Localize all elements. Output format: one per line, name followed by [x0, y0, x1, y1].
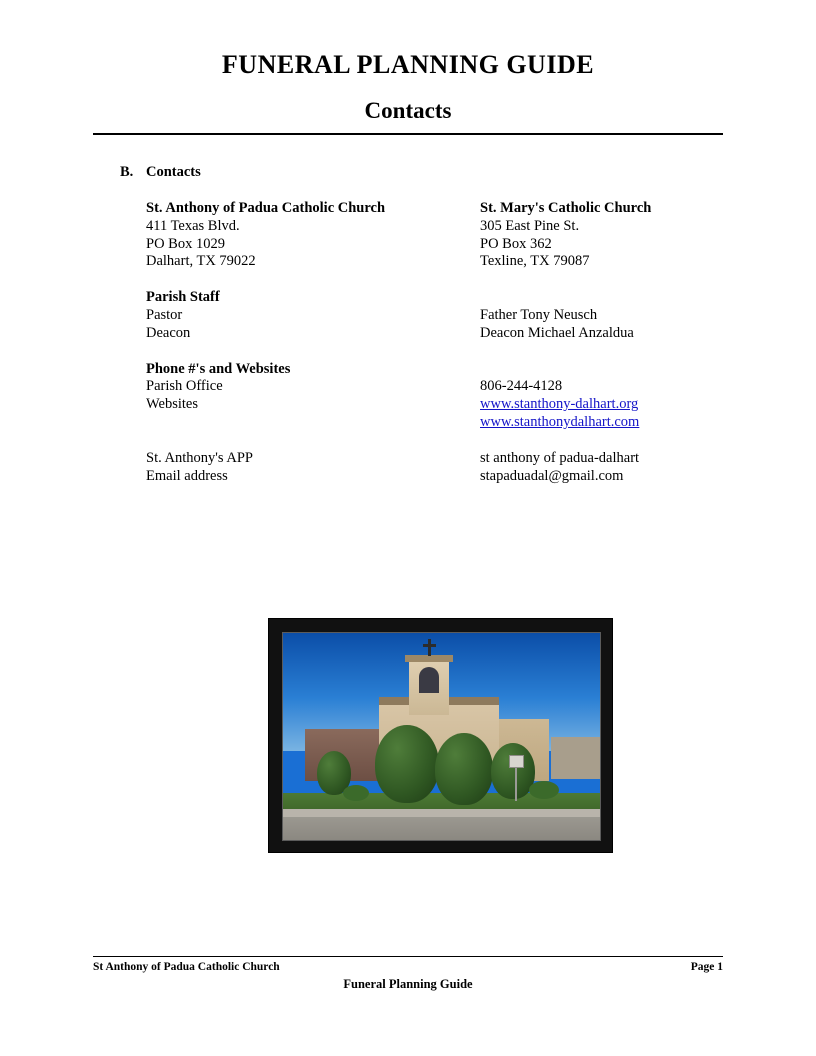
- phones-websites-heading: Phone #'s and Websites: [146, 360, 291, 377]
- photo-bell-tower-cap: [405, 655, 453, 662]
- phones-label-websites: Websites: [146, 396, 198, 413]
- footer-page-number: Page 1: [690, 961, 723, 973]
- church-photo-frame: [268, 618, 613, 853]
- cross-icon-bar: [423, 644, 436, 647]
- church-names-row: [146, 200, 706, 218]
- photo-street-sign: [509, 755, 524, 768]
- phones-label-parish-office: Parish Office: [146, 378, 223, 395]
- spacer-1: [146, 271, 706, 289]
- photo-tree-1: [375, 725, 439, 803]
- footer-center-text: Funeral Planning Guide: [343, 977, 473, 991]
- church-left-address-1: 411 Texas Blvd.: [146, 217, 240, 234]
- photo-bell-arch: [419, 667, 439, 693]
- email-label: Email address: [146, 467, 228, 484]
- parish-staff-person-deacon: Deacon Michael Anzaldua: [480, 324, 634, 341]
- cross-icon: [428, 639, 431, 656]
- church-left-address-3: Dalhart, TX 79022: [146, 253, 256, 270]
- church-address-row-1: [146, 218, 706, 236]
- photo-road: [283, 817, 600, 840]
- church-left-address-2: PO Box 1029: [146, 235, 225, 252]
- photo-bush-1: [343, 785, 369, 801]
- parish-staff-heading: Parish Staff: [146, 289, 220, 306]
- website-link-2[interactable]: www.stanthonydalhart.com: [480, 413, 640, 430]
- church-right-name: St. Mary's Catholic Church: [480, 200, 652, 216]
- phones-row-website-1: [146, 396, 706, 414]
- section-letter: B.: [120, 164, 134, 180]
- page-title: FUNERAL PLANNING GUIDE: [221, 50, 595, 79]
- spacer-2: [146, 343, 706, 361]
- photo-background-building: [551, 737, 601, 779]
- page-subtitle: Contacts: [364, 98, 452, 123]
- header-divider: [93, 133, 723, 135]
- parish-staff-person-pastor: Father Tony Neusch: [480, 306, 598, 323]
- parish-staff-role-pastor: Pastor: [146, 306, 183, 323]
- church-address-row-2: [146, 236, 706, 254]
- phones-row-app: [146, 450, 706, 468]
- church-left-name: St. Anthony of Padua Catholic Church: [146, 200, 386, 216]
- parish-staff-heading-row: [146, 289, 706, 307]
- church-right-address-1: 305 East Pine St.: [480, 217, 580, 234]
- church-photo: [282, 632, 601, 841]
- parish-staff-role-deacon: Deacon: [146, 324, 191, 341]
- contacts-content: [146, 200, 706, 485]
- phones-row-website-2: [146, 414, 706, 432]
- church-right-address-2: PO Box 362: [480, 235, 552, 252]
- phones-row-parish-office: [146, 378, 706, 396]
- email-value: stapaduadal@gmail.com: [480, 467, 624, 484]
- phones-value-parish-office: 806-244-4128: [480, 378, 563, 395]
- app-value: st anthony of padua-dalhart: [480, 449, 640, 466]
- parish-staff-row-deacon: [146, 325, 706, 343]
- phones-row-email: [146, 468, 706, 486]
- footer-divider: [93, 956, 723, 957]
- section-heading: [120, 164, 201, 181]
- photo-tree-2: [435, 733, 493, 805]
- phones-websites-heading-row: [146, 361, 706, 379]
- church-address-row-3: [146, 253, 706, 271]
- app-label: St. Anthony's APP: [146, 449, 253, 466]
- church-right-address-3: Texline, TX 79087: [480, 253, 590, 270]
- section-title: Contacts: [146, 164, 201, 180]
- footer-left-text: St Anthony of Padua Catholic Church: [93, 961, 280, 973]
- photo-bush-2: [529, 781, 559, 799]
- website-link-1[interactable]: www.stanthony-dalhart.org: [480, 396, 639, 413]
- parish-staff-row-pastor: [146, 307, 706, 325]
- spacer-3: [146, 432, 706, 450]
